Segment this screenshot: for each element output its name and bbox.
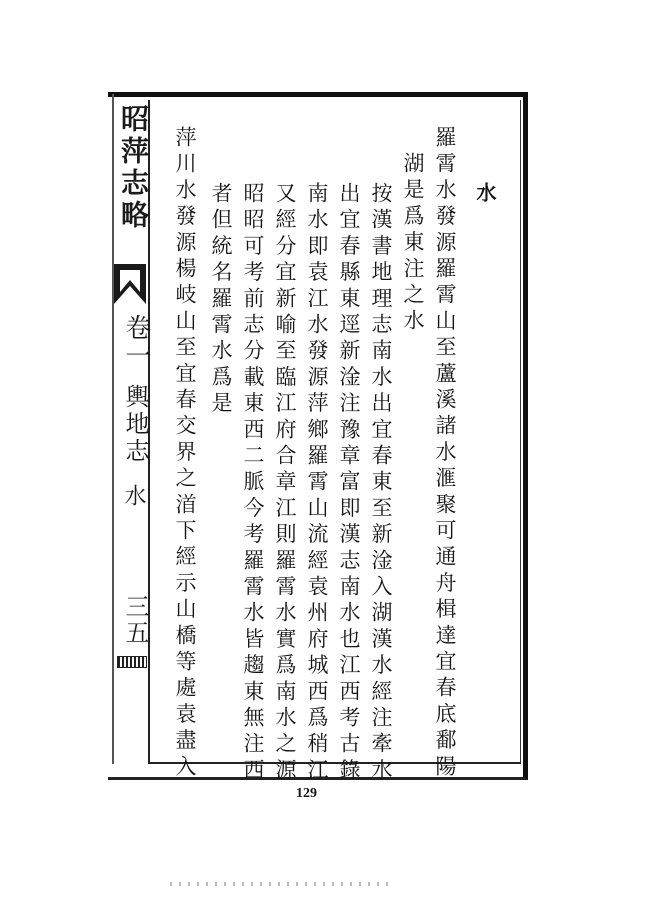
fish-tail-ornament <box>112 262 148 306</box>
text-column-7: 昭昭可考前志分載東西二脈今考羅霄水皆趨東無注西 <box>241 182 265 785</box>
text-column-8: 者但統名羅霄水爲是 <box>209 182 233 418</box>
spine-chapter: 輿地志 <box>121 384 149 465</box>
text-frame <box>148 100 521 764</box>
page-number: 129 <box>296 786 317 801</box>
spine-block-mark <box>117 656 147 668</box>
text-column-2: 湖是爲東注之水 <box>401 152 425 336</box>
text-column-9: 萍川水發源楊岐山至宜春交界之渞下經示山橋等處袁盡入 <box>173 126 197 781</box>
text-column-5: 南水即袁江水發源萍鄉羅霄山流經袁州府城西爲稍江 <box>305 182 329 785</box>
text-column-4: 出宜春縣東逕新淦注豫章富即漢志南水也江西考古錄 <box>337 182 361 785</box>
spine-book-title: 昭萍志略 <box>117 104 150 232</box>
spine-page-number: 三五 <box>121 594 149 646</box>
scan-noise <box>170 882 390 886</box>
text-column-1: 羅霄水發源羅霄山至蘆溪諸水滙聚可通舟楫達宜春底鄱陽 <box>433 126 457 781</box>
spine-section: 水 <box>121 484 146 506</box>
margin-line <box>112 94 114 764</box>
section-heading: 水 <box>473 182 497 202</box>
text-column-3: 按漢書地理志南水出宜春東至新淦入湖漢水經注牽水 <box>369 182 393 785</box>
spine-volume: 卷一 <box>121 314 151 370</box>
text-column-6: 又經分宜新喻至臨江府合章江則羅霄水實爲南水之源 <box>273 182 297 785</box>
